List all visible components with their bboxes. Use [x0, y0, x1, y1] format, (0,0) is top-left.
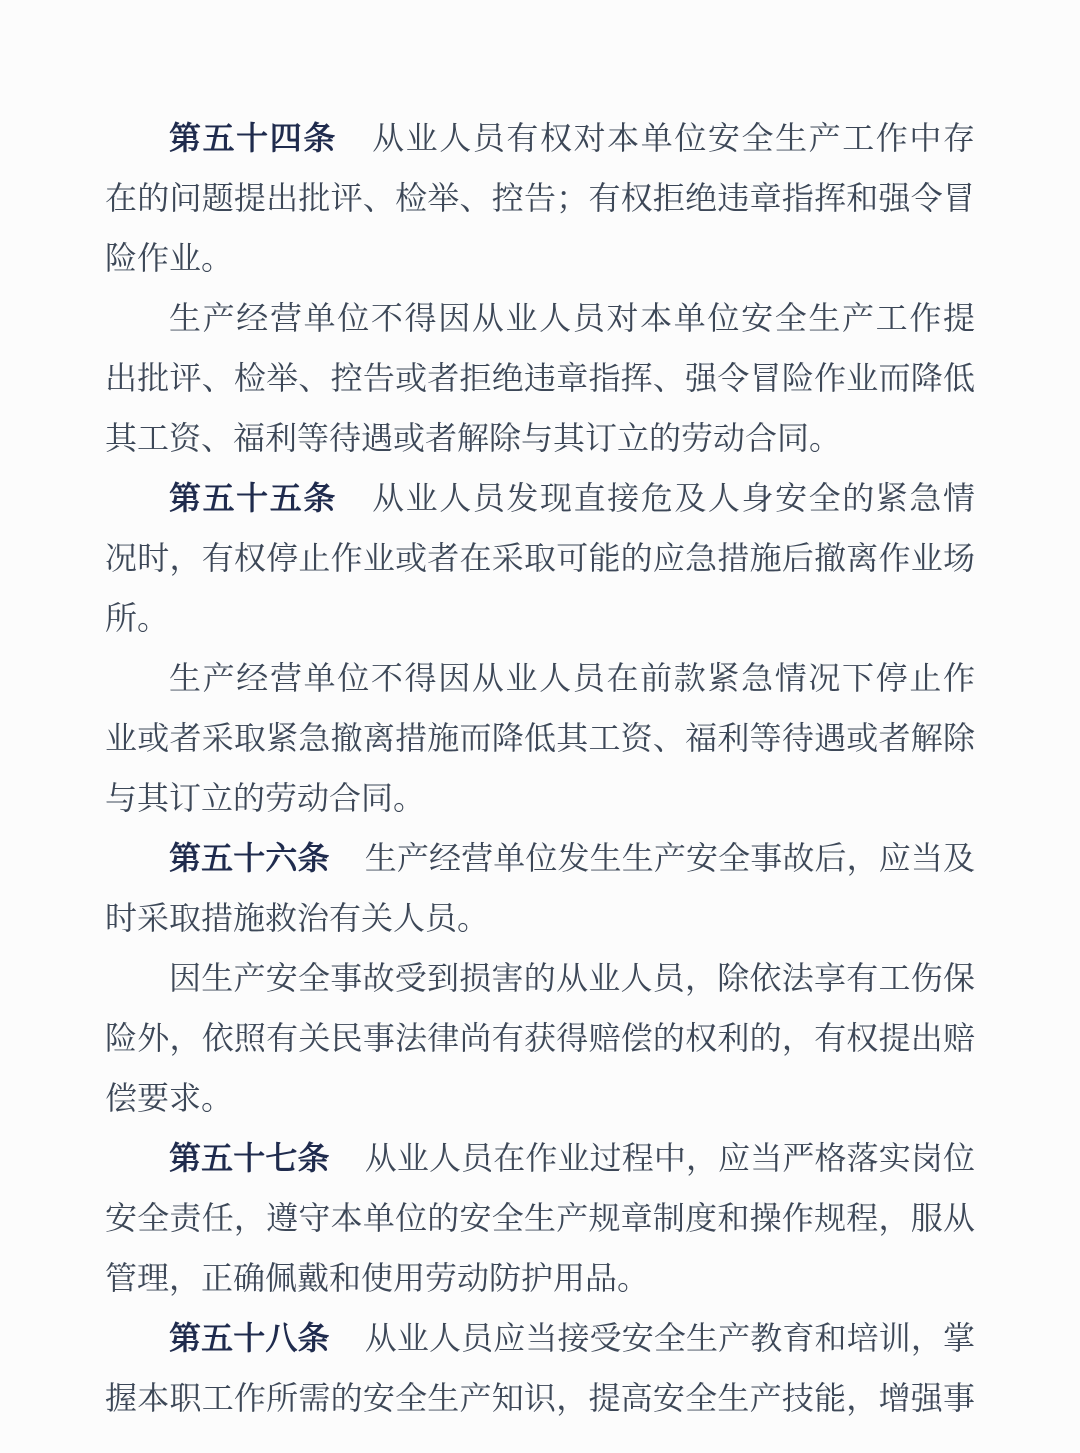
- text-line: [105, 888, 975, 948]
- text-line: [105, 1188, 975, 1248]
- text-line: [105, 1068, 975, 1128]
- article-number: 第五十八条: [169, 1320, 330, 1356]
- line-text: 管理，正确佩戴和使用劳动防护用品。: [105, 1260, 650, 1296]
- text-line: [105, 1248, 975, 1308]
- line-text: 生产经营单位不得因从业人员在前款紧急情况下停止作: [169, 660, 975, 696]
- text-line: [105, 108, 975, 168]
- text-line: [105, 828, 975, 888]
- article-number: 第五十七条: [169, 1140, 330, 1176]
- text-line: [105, 1308, 975, 1368]
- line-text: 所。: [105, 600, 170, 636]
- text-line: [105, 1008, 975, 1068]
- line-text: 险外，依照有关民事法律尚有获得赔偿的权利的，有权提出赔: [105, 1020, 975, 1056]
- line-text: 业或者采取紧急撤离措施而降低其工资、福利等待遇或者解除: [105, 720, 975, 756]
- text-line: [105, 528, 975, 588]
- text-line: [105, 1128, 975, 1188]
- document-body: [105, 108, 975, 1428]
- text-line: [105, 768, 975, 828]
- line-text: 握本职工作所需的安全生产知识，提高安全生产技能，增强事: [105, 1380, 975, 1416]
- article-number: 第五十四条: [169, 120, 337, 156]
- line-text: 从业人员应当接受安全生产教育和培训，掌: [364, 1320, 975, 1356]
- text-line: [105, 948, 975, 1008]
- text-line: [105, 408, 975, 468]
- article-number: 第五十六条: [169, 840, 330, 876]
- line-text: 险作业。: [105, 240, 234, 276]
- text-line: [105, 348, 975, 408]
- line-text: 从业人员在作业过程中，应当严格落实岗位: [364, 1140, 975, 1176]
- line-text: 生产经营单位不得因从业人员对本单位安全生产工作提: [169, 300, 975, 336]
- text-line: [105, 708, 975, 768]
- text-line: [105, 288, 975, 348]
- line-text: 生产经营单位发生生产安全事故后，应当及: [364, 840, 975, 876]
- line-text: 安全责任，遵守本单位的安全生产规章制度和操作规程，服从: [105, 1200, 975, 1236]
- line-text: 从业人员发现直接危及人身安全的紧急情: [372, 480, 975, 516]
- text-line: [105, 1368, 975, 1428]
- text-line: [105, 588, 975, 648]
- text-line: [105, 648, 975, 708]
- line-text: 因生产安全事故受到损害的从业人员，除依法享有工伤保: [169, 960, 975, 996]
- line-text: 在的问题提出批评、检举、控告；有权拒绝违章指挥和强令冒: [105, 180, 975, 216]
- text-line: [105, 228, 975, 288]
- line-text: 从业人员有权对本单位安全生产工作中存: [372, 120, 975, 156]
- line-text: 与其订立的劳动合同。: [105, 780, 426, 816]
- text-line: [105, 168, 975, 228]
- line-text: 况时，有权停止作业或者在采取可能的应急措施后撤离作业场: [105, 540, 975, 576]
- article-number: 第五十五条: [169, 480, 337, 516]
- line-text: 出批评、检举、控告或者拒绝违章指挥、强令冒险作业而降低: [105, 360, 975, 396]
- line-text: 偿要求。: [105, 1080, 234, 1116]
- line-text: 其工资、福利等待遇或者解除与其订立的劳动合同。: [105, 420, 842, 456]
- text-line: [105, 468, 975, 528]
- line-text: 时采取措施救治有关人员。: [105, 900, 490, 936]
